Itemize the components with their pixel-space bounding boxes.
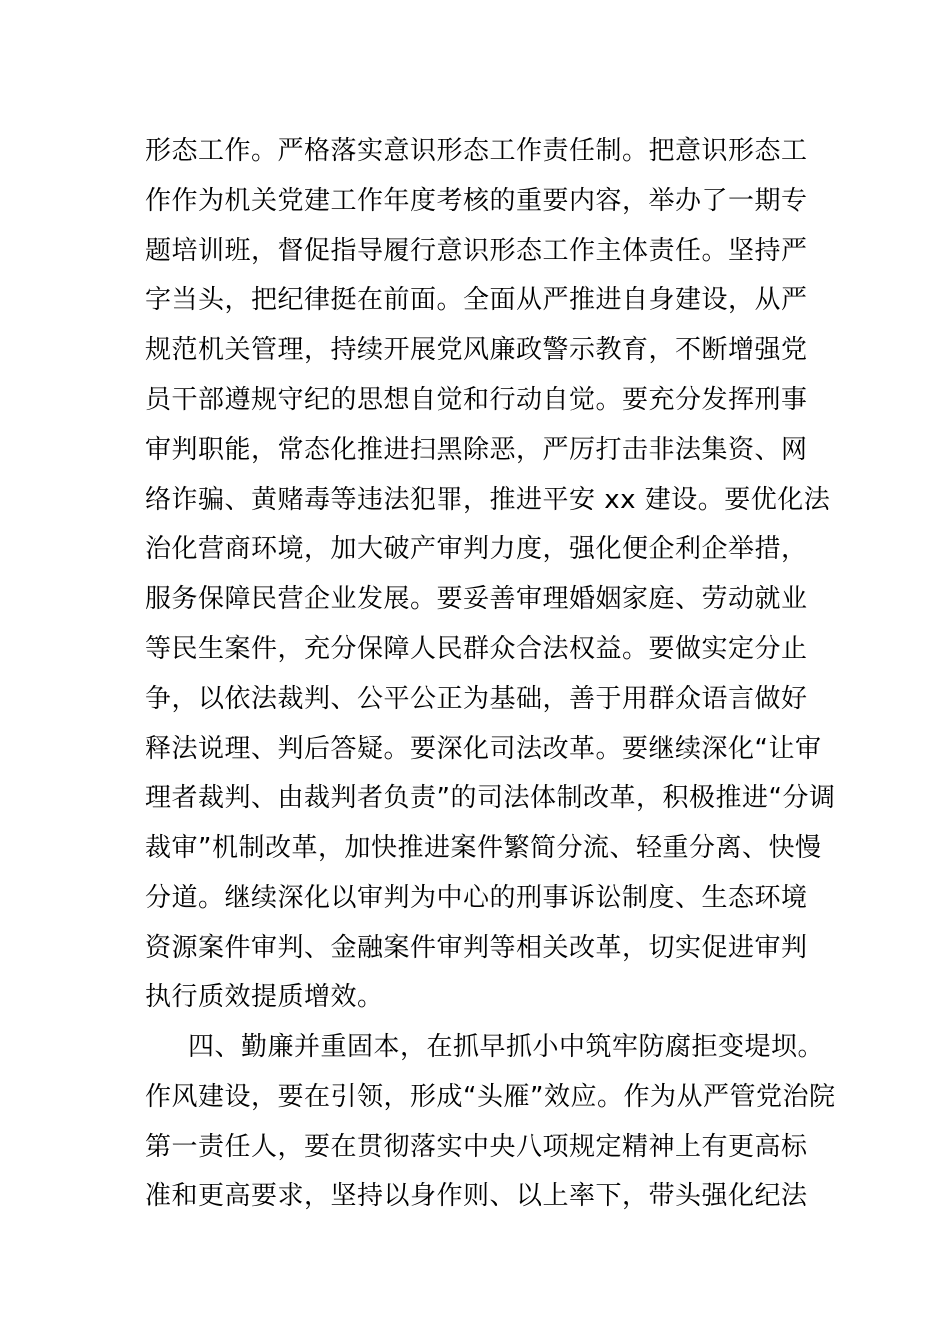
text-line: 争，以依法裁判、公平公正为基础，善于用群众语言做好 — [145, 684, 808, 714]
text-line: 等民生案件，充分保障人民群众合法权益。要做实定分止 — [145, 634, 808, 664]
text-line: 员干部遵规守纪的思想自觉和行动自觉。要充分发挥刑事 — [145, 385, 808, 415]
text-line: 资源案件审判、金融案件审判等相关改革，切实促进审判 — [145, 933, 808, 963]
text-line: 治化营商环境，加大破产审判力度，强化便企利企举措， — [145, 534, 808, 564]
text-line: 题培训班，督促指导履行意识形态工作主体责任。坚持严 — [145, 236, 808, 266]
text-line: 规范机关管理，持续开展党风廉政警示教育，不断增强党 — [145, 335, 808, 365]
text-line: 作风建设，要在引领，形成“头雁”效应。作为从严管党治院 — [145, 1082, 836, 1112]
text-line: 审判职能，常态化推进扫黑除恶，严厉打击非法集资、网 — [145, 435, 808, 465]
text-line: 服务保障民营企业发展。要妥善审理婚姻家庭、劳动就业 — [145, 584, 808, 614]
text-line: 释法说理、判后答疑。要深化司法改革。要继续深化“让审 — [145, 734, 822, 764]
text-line: 准和更高要求，坚持以身作则、以上率下，带头强化纪法 — [145, 1181, 808, 1211]
text-line: 裁审”机制改革，加快推进案件繁简分流、轻重分离、快慢 — [145, 833, 822, 863]
text-line: 形态工作。严格落实意识形态工作责任制。把意识形态工 — [145, 136, 808, 166]
text-line: 第一责任人，要在贯彻落实中央八项规定精神上有更高标 — [145, 1132, 808, 1162]
text-line: 字当头，把纪律挺在前面。全面从严推进自身建设，从严 — [145, 285, 808, 315]
text-line: 分道。继续深化以审判为中心的刑事诉讼制度、生态环境 — [145, 883, 808, 913]
text-line: 作作为机关党建工作年度考核的重要内容，举办了一期专 — [145, 186, 808, 216]
section-heading-line: 四、勤廉并重固本，在抓早抓小中筑牢防腐拒变堤坝。 — [188, 1032, 825, 1062]
text-line: 络诈骗、黄赌毒等违法犯罪，推进平安 xx 建设。要优化法 — [145, 485, 831, 515]
text-line: 执行质效提质增效。 — [145, 982, 384, 1012]
text-line: 理者裁判、由裁判者负责”的司法体制改革，积极推进“分调 — [145, 783, 836, 813]
